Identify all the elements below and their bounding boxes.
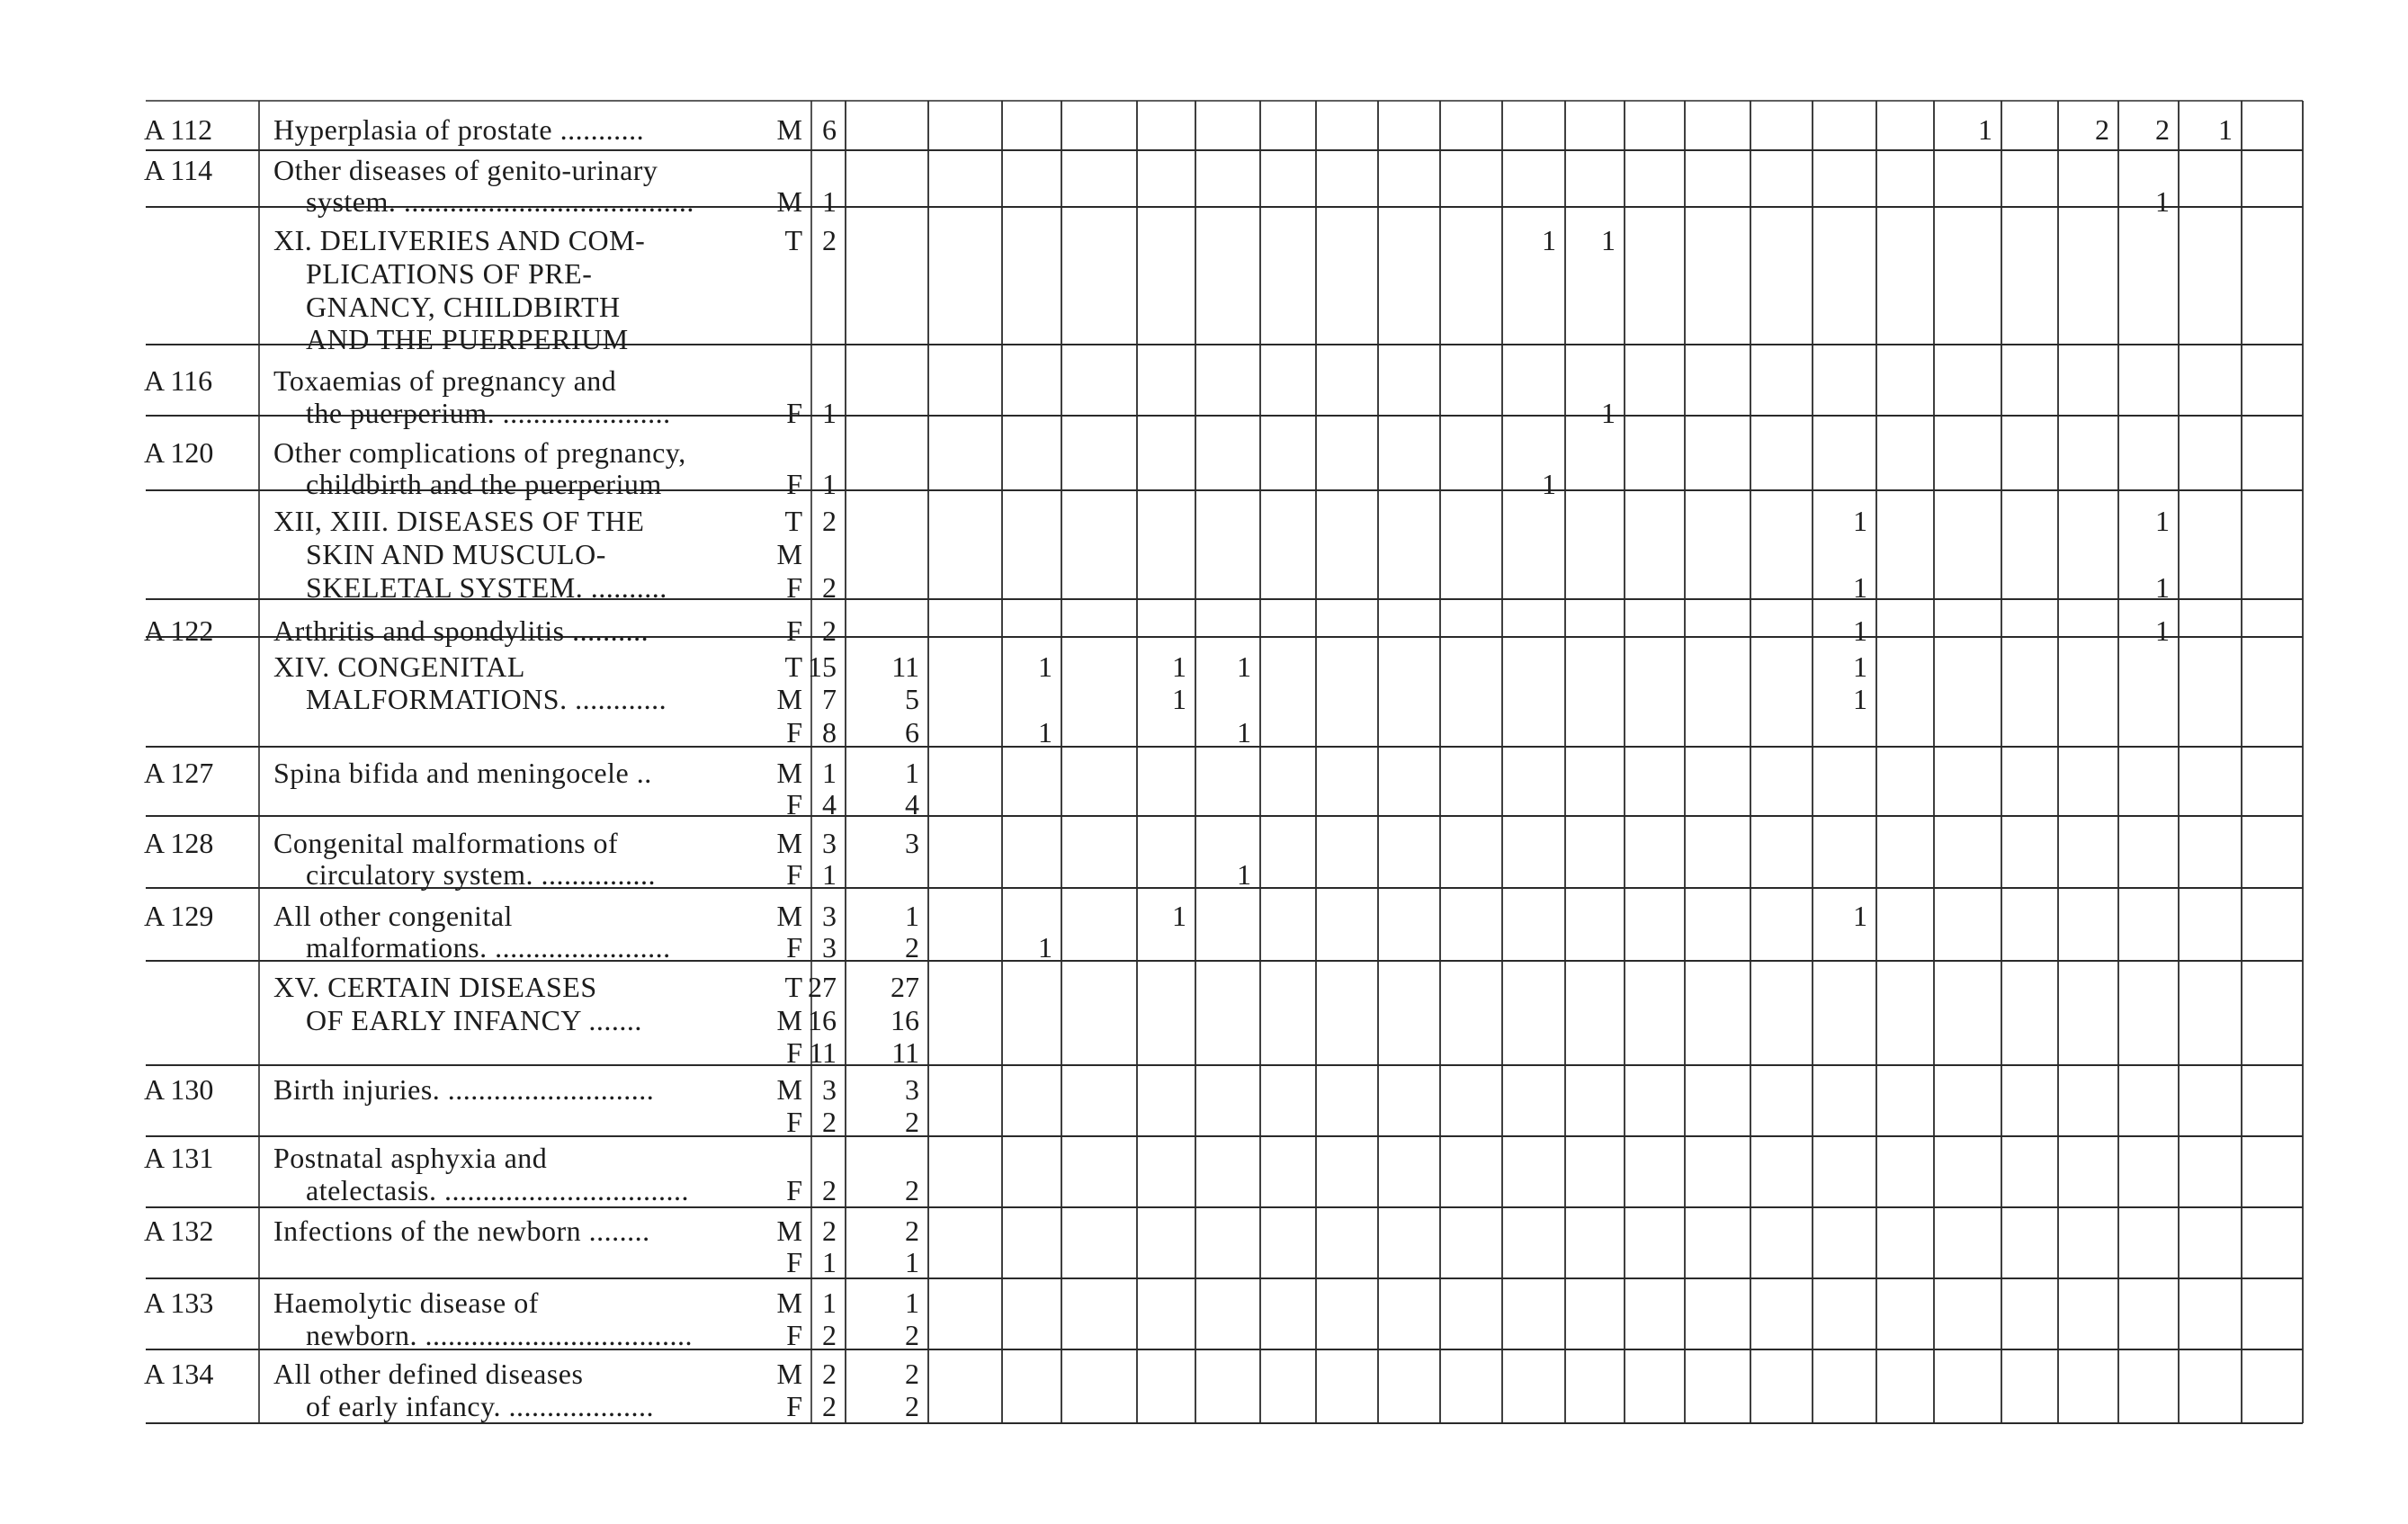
count-cell: 4 <box>822 788 837 820</box>
row-label-line: AND THE PUERPERIUM <box>306 323 629 355</box>
row-label-line: atelectasis. ................................ <box>306 1174 689 1206</box>
row-label-line: XII, XIII. DISEASES OF THE <box>273 505 645 537</box>
count-cell: 11 <box>809 1036 837 1069</box>
sex-code: F <box>786 716 802 749</box>
row-label-line: Arthritis and spondylitis .......... <box>273 614 649 647</box>
sex-code: F <box>786 1246 802 1278</box>
row-label-line: OF EARLY INFANCY ....... <box>306 1004 642 1036</box>
count-cell: 1 <box>822 757 837 789</box>
sex-code: T <box>784 505 802 537</box>
count-cell: 6 <box>822 113 837 146</box>
count-cell: 2 <box>905 1215 919 1247</box>
row-label-line: Congenital malformations of <box>273 827 619 859</box>
table-row <box>144 113 2233 146</box>
row-code: A 116 <box>144 364 213 397</box>
row-label-line: malformations. ....................... <box>306 931 671 964</box>
count-cell: 1 <box>822 397 837 429</box>
count-cell: 27 <box>808 971 837 1003</box>
count-cell: 1 <box>905 900 919 932</box>
table-row <box>273 971 919 1069</box>
count-cell: 1 <box>1978 113 1992 146</box>
row-label-line: SKIN AND MUSCULO- <box>306 538 606 570</box>
table-row <box>144 364 1616 429</box>
row-label-line: XI. DELIVERIES AND COM- <box>273 224 646 256</box>
sex-code: M <box>776 827 802 859</box>
table-row <box>144 1286 919 1351</box>
sex-code: M <box>776 1215 802 1247</box>
sex-code: F <box>786 1319 802 1351</box>
row-label-line: Hyperplasia of prostate ........... <box>273 113 645 146</box>
count-cell: 1 <box>2155 571 2170 604</box>
row-code: A 120 <box>144 436 214 469</box>
count-cell: 1 <box>1853 900 1867 932</box>
count-cell: 1 <box>905 1286 919 1319</box>
count-cell: 2 <box>905 1390 919 1422</box>
sex-code: F <box>786 788 802 820</box>
sex-code: F <box>786 1106 802 1138</box>
count-cell: 2 <box>822 1106 837 1138</box>
table-row <box>273 505 2170 604</box>
row-code: A 112 <box>144 113 213 146</box>
count-cell: 2 <box>2155 113 2170 146</box>
count-cell: 2 <box>822 1390 837 1422</box>
sex-code: F <box>786 571 802 604</box>
sex-code: M <box>776 185 802 218</box>
sex-code: M <box>776 1286 802 1319</box>
row-label-line: SKELETAL SYSTEM. .......... <box>306 571 667 604</box>
count-cell: 1 <box>1237 858 1251 891</box>
row-label-line: Haemolytic disease of <box>273 1286 539 1319</box>
sex-code: F <box>786 397 802 429</box>
table-row <box>273 224 1616 355</box>
count-cell: 1 <box>822 185 837 218</box>
row-label-line: Infections of the newborn ........ <box>273 1215 650 1247</box>
count-cell: 1 <box>1237 650 1251 683</box>
row-label-line: XV. CERTAIN DISEASES <box>273 971 597 1003</box>
count-cell: 2 <box>905 931 919 964</box>
count-cell: 1 <box>822 468 837 500</box>
row-code: A 130 <box>144 1073 214 1106</box>
count-cell: 1 <box>2155 614 2170 647</box>
sex-code: M <box>776 900 802 932</box>
count-cell: 3 <box>822 900 837 932</box>
count-cell: 1 <box>1853 505 1867 537</box>
count-cell: 8 <box>822 716 837 749</box>
row-label-line: All other congenital <box>273 900 513 932</box>
row-code: A 122 <box>144 614 214 647</box>
count-cell: 1 <box>1853 571 1867 604</box>
sex-code: M <box>776 1358 802 1390</box>
count-cell: 1 <box>1601 224 1616 256</box>
row-label-line: childbirth and the puerperium <box>306 468 662 500</box>
count-cell: 7 <box>822 683 837 715</box>
count-cell: 1 <box>1237 716 1251 749</box>
count-cell: 2 <box>822 614 837 647</box>
row-code: A 134 <box>144 1358 214 1390</box>
count-cell: 16 <box>808 1004 837 1036</box>
count-cell: 1 <box>1853 614 1867 647</box>
row-label-line: the puerperium. ...................... <box>306 397 671 429</box>
row-code: A 114 <box>144 154 213 186</box>
sex-code: M <box>776 683 802 715</box>
row-code: A 131 <box>144 1142 214 1174</box>
count-cell: 2 <box>822 1215 837 1247</box>
row-code: A 132 <box>144 1215 214 1247</box>
count-cell: 2 <box>822 224 837 256</box>
table-row <box>144 900 1867 964</box>
count-cell: 2 <box>822 571 837 604</box>
sex-code: M <box>776 757 802 789</box>
sex-code: T <box>784 971 802 1003</box>
row-label-line: newborn. ................................... <box>306 1319 693 1351</box>
count-cell: 1 <box>905 757 919 789</box>
count-cell: 2 <box>2095 113 2109 146</box>
count-cell: 5 <box>905 683 919 715</box>
count-cell: 1 <box>905 1246 919 1278</box>
count-cell: 1 <box>1172 900 1186 932</box>
count-cell: 1 <box>1172 650 1186 683</box>
row-label-line: circulatory system. ............... <box>306 858 656 891</box>
row-label-line: system. ...................................... <box>306 185 694 218</box>
count-cell: 2 <box>822 505 837 537</box>
sex-code: F <box>786 1390 802 1422</box>
row-code: A 133 <box>144 1286 214 1319</box>
count-cell: 27 <box>891 971 919 1003</box>
count-cell: 1 <box>1542 468 1556 500</box>
count-cell: 15 <box>808 650 837 683</box>
table-row <box>144 1358 919 1422</box>
row-code: A 128 <box>144 827 214 859</box>
table-row <box>144 1142 919 1206</box>
count-cell: 2 <box>905 1106 919 1138</box>
sex-code: M <box>776 538 802 570</box>
count-cell: 1 <box>1601 397 1616 429</box>
sex-code: F <box>786 468 802 500</box>
sex-code: T <box>784 650 802 683</box>
sex-code: F <box>786 1174 802 1206</box>
count-cell: 1 <box>1172 683 1186 715</box>
count-cell: 1 <box>2218 113 2233 146</box>
count-cell: 2 <box>822 1319 837 1351</box>
sex-code: F <box>786 858 802 891</box>
count-cell: 2 <box>905 1319 919 1351</box>
count-cell: 1 <box>2155 185 2170 218</box>
row-label-line: All other defined diseases <box>273 1358 584 1390</box>
count-cell: 3 <box>822 827 837 859</box>
table-row <box>144 1073 919 1138</box>
row-label-line: PLICATIONS OF PRE- <box>306 257 593 290</box>
row-label-line: Other complications of pregnancy, <box>273 436 686 469</box>
table-row <box>144 1215 919 1278</box>
count-cell: 3 <box>822 1073 837 1106</box>
sex-code: F <box>786 614 802 647</box>
count-cell: 1 <box>1853 683 1867 715</box>
row-label-line: Postnatal asphyxia and <box>273 1142 548 1174</box>
row-label-line: MALFORMATIONS. ............ <box>306 683 667 715</box>
count-cell: 2 <box>822 1358 837 1390</box>
count-cell: 2 <box>822 1174 837 1206</box>
row-label-line: Birth injuries. ........................... <box>273 1073 655 1106</box>
row-label-line: XIV. CONGENITAL <box>273 650 525 683</box>
sex-code: M <box>776 113 802 146</box>
count-cell: 1 <box>822 1286 837 1319</box>
sex-code: F <box>786 1036 802 1069</box>
sex-code: F <box>786 931 802 964</box>
table-row <box>144 757 919 820</box>
table-row <box>144 154 2170 218</box>
count-cell: 4 <box>905 788 919 820</box>
table-row <box>144 827 1251 891</box>
count-cell: 1 <box>822 1246 837 1278</box>
table-row <box>273 650 1867 749</box>
count-cell: 1 <box>822 858 837 891</box>
sex-code: M <box>776 1073 802 1106</box>
count-cell: 11 <box>891 1036 919 1069</box>
count-cell: 1 <box>1038 931 1052 964</box>
count-cell: 6 <box>905 716 919 749</box>
table-row <box>144 614 2170 647</box>
count-cell: 1 <box>2155 505 2170 537</box>
count-cell: 16 <box>891 1004 919 1036</box>
sex-code: M <box>776 1004 802 1036</box>
count-cell: 3 <box>905 827 919 859</box>
row-code: A 129 <box>144 900 214 932</box>
count-cell: 2 <box>905 1358 919 1390</box>
row-label-line: Spina bifida and meningocele .. <box>273 757 652 789</box>
row-label-line: Toxaemias of pregnancy and <box>273 364 617 397</box>
count-cell: 1 <box>1853 650 1867 683</box>
count-cell: 2 <box>905 1174 919 1206</box>
row-code: A 127 <box>144 757 214 789</box>
row-label-line: of early infancy. ................... <box>306 1390 654 1422</box>
count-cell: 1 <box>1038 716 1052 749</box>
row-label-line: GNANCY, CHILDBIRTH <box>306 291 621 323</box>
count-cell: 3 <box>905 1073 919 1106</box>
count-cell: 3 <box>822 931 837 964</box>
count-cell: 1 <box>1038 650 1052 683</box>
row-label-line: Other diseases of genito-urinary <box>273 154 658 186</box>
sex-code: T <box>784 224 802 256</box>
count-cell: 11 <box>891 650 919 683</box>
count-cell: 1 <box>1542 224 1556 256</box>
